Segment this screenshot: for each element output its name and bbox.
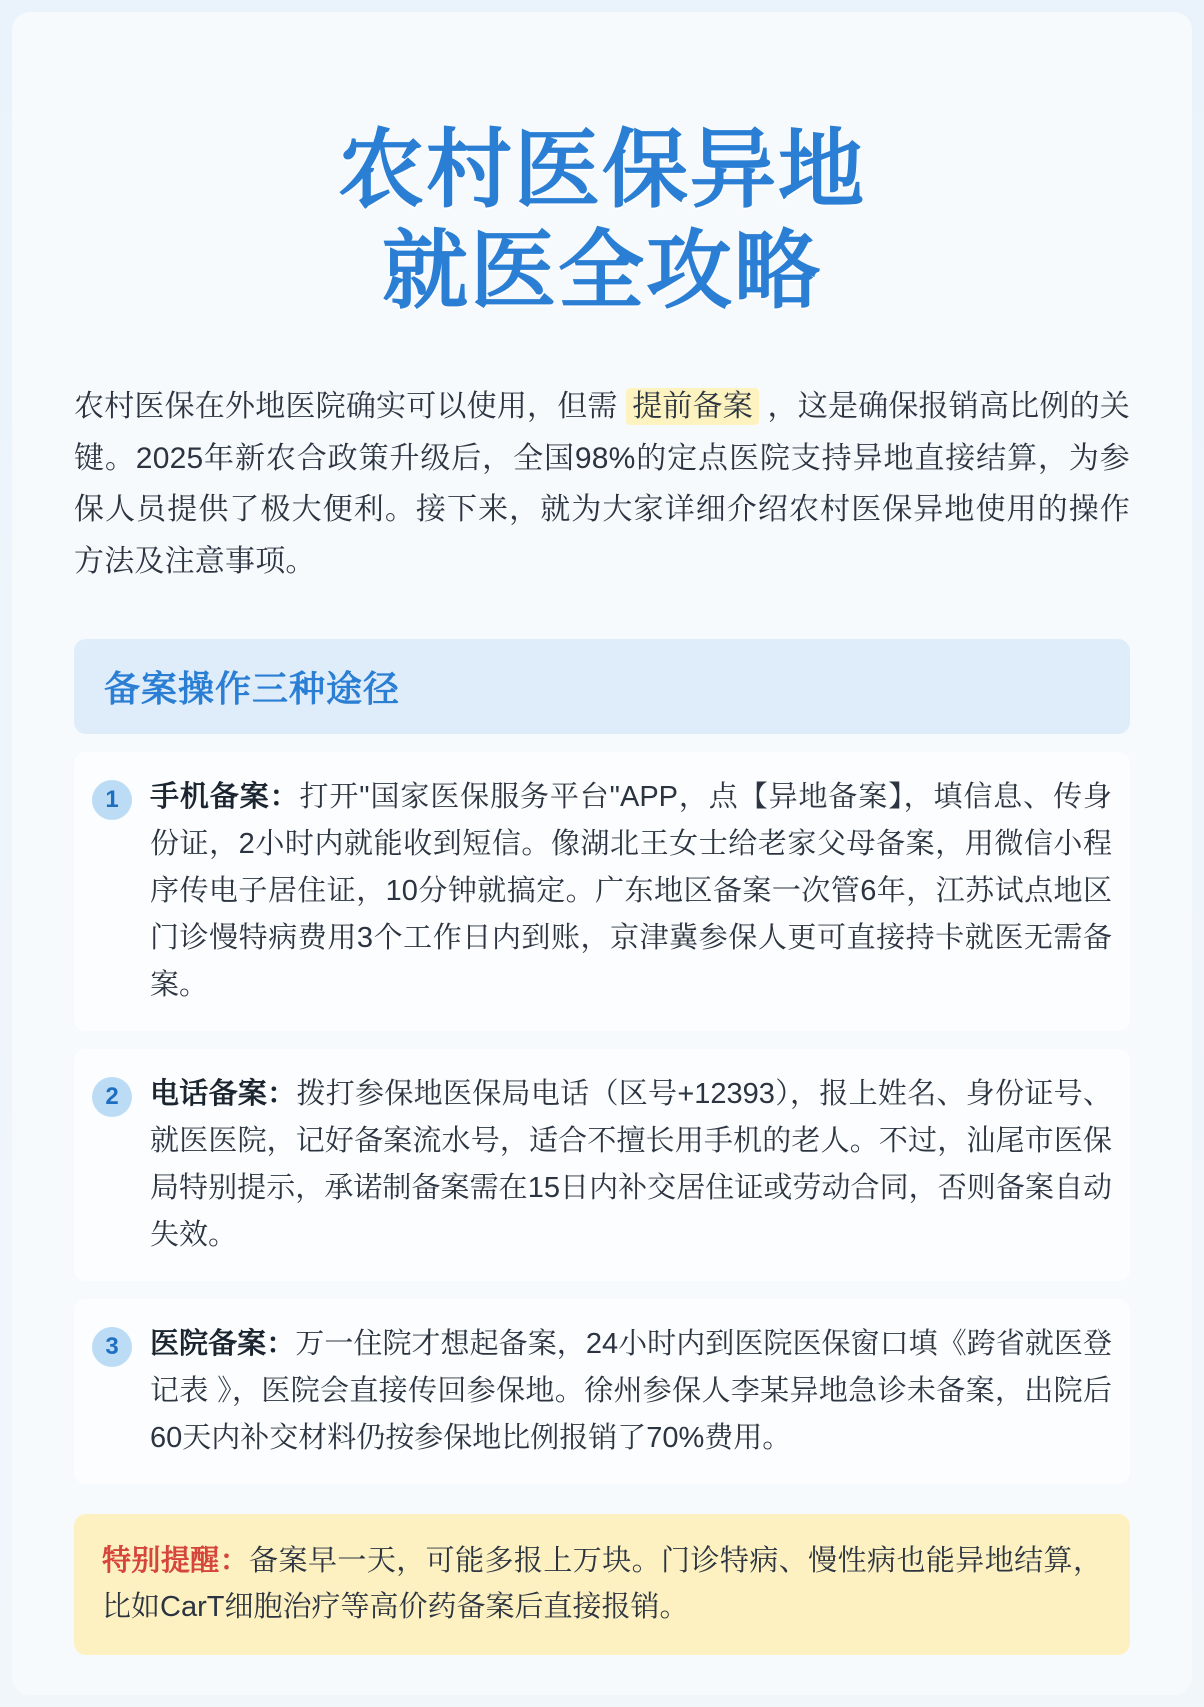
step-number-badge: 3 <box>92 1327 132 1367</box>
title-line-1: 农村医保异地 <box>338 122 866 218</box>
list-item <box>74 1299 1130 1484</box>
special-reminder-label: 特别提醒： <box>102 1544 250 1577</box>
steps-list <box>74 752 1130 1484</box>
step-content <box>150 1321 1112 1462</box>
step-text: 拨打参保地医保局电话（区号+12393），报上姓名、身份证号、就医医院，记好备案流水号，适合不擅长用手机的老人。不过，汕尾市医保局特别提示，承诺制备案需在15日内补交居住证或劳动合同，否则备案自动失效。 <box>150 1078 1112 1252</box>
section-header-label: 备案操作三种途径 <box>104 668 401 710</box>
step-label: 医院备案： <box>150 1328 296 1361</box>
list-item <box>74 752 1130 1031</box>
page-title <box>74 12 1130 323</box>
step-number-badge: 1 <box>92 780 132 820</box>
special-reminder-box <box>74 1514 1130 1655</box>
step-number-badge: 2 <box>92 1077 132 1117</box>
step-content <box>150 774 1112 1009</box>
section-header <box>74 639 1130 734</box>
step-content <box>150 1071 1112 1259</box>
list-item <box>74 1049 1130 1281</box>
intro-highlight: 提前备案 <box>626 388 759 425</box>
intro-part-2: ，这是确保报销高比例的关键。2025年新农合政策升级后，全国98%的定点医院支持异地直接结算，为参保人员提供了极大便利。接下来，就为大家详细介绍农村医保异地使用的操作方法及注意事项。 <box>74 389 1130 578</box>
step-label: 电话备案： <box>150 1078 297 1111</box>
title-line-2: 就医全攻略 <box>382 223 822 320</box>
step-text: 打开"国家医保服务平台"APP，点【异地备案】，填信息、传身份证，2小时内就能收到短信。像湖北王女士给老家父母备案，用微信小程序传电子居住证，10分钟就搞定。广东地区备案一次管6年，江苏试点地区门诊慢特病费用3个工作日内到账，京津冀参保人更可直接持卡就医无需备案。 <box>150 781 1112 1002</box>
step-label: 手机备案： <box>150 781 300 814</box>
special-reminder-text: 备案早一天，可能多报上万块。门诊特病、慢性病也能异地结算，比如CarT细胞治疗等高价药备案后直接报销。 <box>102 1544 1102 1624</box>
step-text: 万一住院才想起备案，24小时内到医院医保窗口填《跨省就医登记表 》，医院会直接传回参保地。徐州参保人李某异地急诊未备案，出院后60天内补交材料仍按参保地比例报销了70%费用。 <box>150 1328 1112 1454</box>
intro-part-1: 农村医保在外地医院确实可以使用，但需 <box>74 389 618 423</box>
intro-paragraph <box>74 381 1130 587</box>
poster-card <box>12 12 1192 1695</box>
